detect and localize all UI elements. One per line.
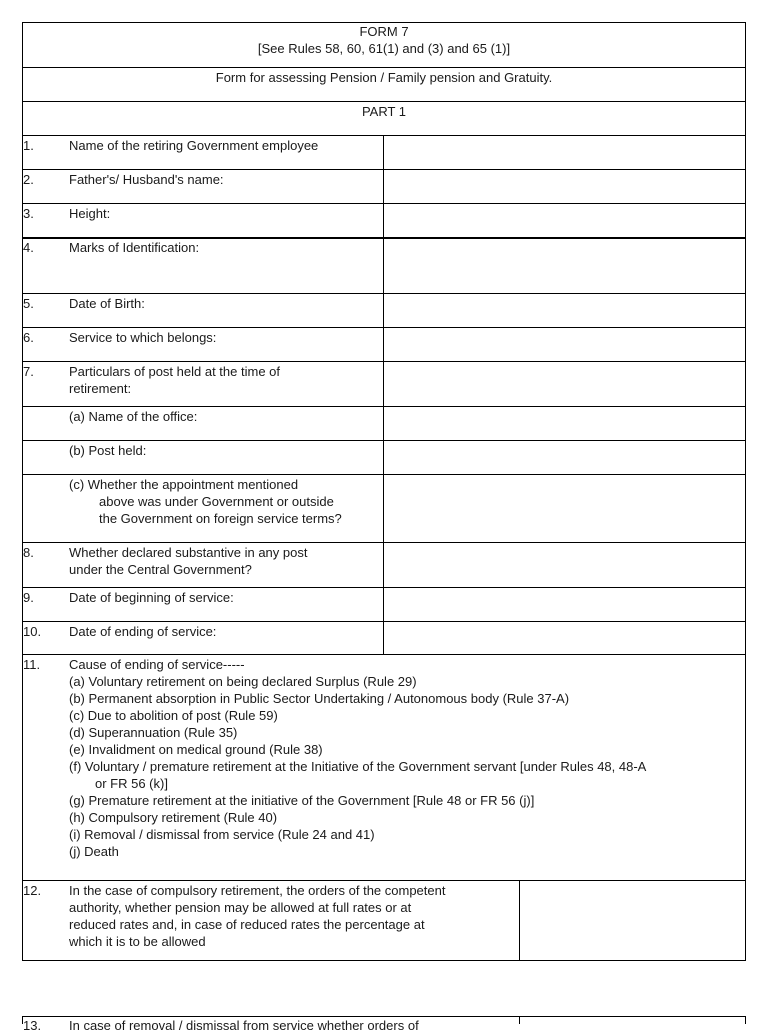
row-number: 8.	[23, 545, 34, 560]
row-divider	[22, 101, 746, 102]
row-number: 11.	[23, 657, 41, 672]
field-label-line: which it is to be allowed	[69, 934, 206, 949]
field-label-service: Service to which belongs:	[69, 330, 217, 345]
list-item: (c) Due to abolition of post (Rule 59)	[69, 708, 278, 723]
row-number: 10.	[23, 624, 42, 639]
field-label-service-end-date: Date of ending of service:	[69, 624, 217, 639]
post-particulars-field[interactable]	[384, 362, 745, 406]
list-item: (g) Premature retirement at the initiative of the Government [Rule 48 or FR 56 (j)]	[69, 793, 535, 808]
father-husband-name-field[interactable]	[384, 170, 745, 203]
field-label-line: above was under Government or outside	[99, 494, 334, 509]
field-label-compulsory-retirement	[69, 882, 445, 950]
compulsory-retirement-field[interactable]	[520, 881, 745, 960]
field-label-line: reduced rates and, in case of reduced rates the percentage at	[69, 917, 425, 932]
form-description: Form for assessing Pension / Family pension and Gratuity.	[215, 70, 553, 85]
form-title: FORM 7	[359, 24, 409, 39]
field-label-employee-name: Name of the retiring Government employee	[69, 138, 319, 153]
row-divider	[22, 654, 746, 655]
list-heading: Cause of ending of service-----	[69, 657, 245, 672]
field-label-service-begin-date: Date of beginning of service:	[69, 590, 234, 605]
field-label-identification-marks: Marks of Identification:	[69, 240, 200, 255]
rules-reference: [See Rules 58, 60, 61(1) and (3) and 65 (1)]	[257, 41, 511, 56]
field-label-date-of-birth: Date of Birth:	[69, 296, 145, 311]
field-label-line: under the Central Government?	[69, 562, 252, 577]
field-label-substantive-post	[69, 544, 307, 578]
service-end-date-field[interactable]	[384, 622, 745, 654]
row-number: 6.	[23, 330, 34, 345]
field-label-post-held: (b) Post held:	[69, 443, 147, 458]
field-label-line: In the case of compulsory retirement, the orders of the competent	[69, 883, 446, 898]
field-label-office-name: (a) Name of the office:	[69, 409, 198, 424]
office-name-field[interactable]	[384, 407, 745, 440]
field-label-line: the Government on foreign service terms?	[99, 511, 342, 526]
field-label-line: (c) Whether the appointment mentioned	[69, 477, 299, 492]
row-number: 13.	[23, 1018, 42, 1033]
row-number: 1.	[23, 138, 34, 153]
identification-marks-field[interactable]	[384, 239, 745, 293]
employee-name-field[interactable]	[384, 136, 745, 169]
table-right-border	[745, 1016, 746, 1024]
post-held-field[interactable]	[384, 441, 745, 474]
row-number: 7.	[23, 364, 34, 379]
height-field[interactable]	[384, 204, 745, 237]
list-item: (f) Voluntary / premature retirement at the Initiative of the Government servant [under Rules 48, 48-A	[69, 759, 647, 774]
removal-dismissal-field[interactable]	[520, 1017, 745, 1024]
list-item: (i) Removal / dismissal from service (Rule 24 and 41)	[69, 827, 375, 842]
row-number: 2.	[23, 172, 34, 187]
list-item: (a) Voluntary retirement on being declared Surplus (Rule 29)	[69, 674, 417, 689]
row-divider	[22, 67, 746, 68]
list-item: (j) Death	[69, 844, 119, 859]
part-heading: PART 1	[361, 104, 407, 119]
row-number: 4.	[23, 240, 34, 255]
table-left-border	[22, 22, 23, 960]
list-item: (e) Invalidment on medical ground (Rule 38)	[69, 742, 323, 757]
cause-of-ending-list	[69, 656, 646, 860]
service-begin-date-field[interactable]	[384, 588, 745, 621]
date-of-birth-field[interactable]	[384, 294, 745, 327]
row-number: 9.	[23, 590, 34, 605]
row-number: 5.	[23, 296, 34, 311]
field-label-removal-dismissal: In case of removal / dismissal from service whether orders of	[69, 1018, 419, 1033]
field-label-line: retirement:	[69, 381, 132, 396]
field-label-post-particulars	[69, 363, 280, 397]
table-right-border	[745, 22, 746, 960]
field-label-line: authority, whether pension may be allowed at full rates or at	[69, 900, 412, 915]
substantive-post-field[interactable]	[384, 543, 745, 587]
list-item: (d) Superannuation (Rule 35)	[69, 725, 238, 740]
table-bottom-border	[22, 960, 746, 961]
field-label-father-husband-name: Father's/ Husband's name:	[69, 172, 224, 187]
service-field[interactable]	[384, 328, 745, 361]
field-label-height: Height:	[69, 206, 111, 221]
row-number: 12.	[23, 883, 42, 898]
field-label-line: Whether declared substantive in any post	[69, 545, 308, 560]
list-item: (h) Compulsory retirement (Rule 40)	[69, 810, 278, 825]
row-number: 3.	[23, 206, 34, 221]
field-label-appointment-terms	[69, 476, 342, 527]
field-label-line: Particulars of post held at the time of	[69, 364, 280, 379]
appointment-terms-field[interactable]	[384, 475, 745, 542]
list-item: or FR 56 (k)]	[95, 776, 168, 791]
list-item: (b) Permanent absorption in Public Sector Undertaking / Autonomous body (Rule 37-A)	[69, 691, 570, 706]
